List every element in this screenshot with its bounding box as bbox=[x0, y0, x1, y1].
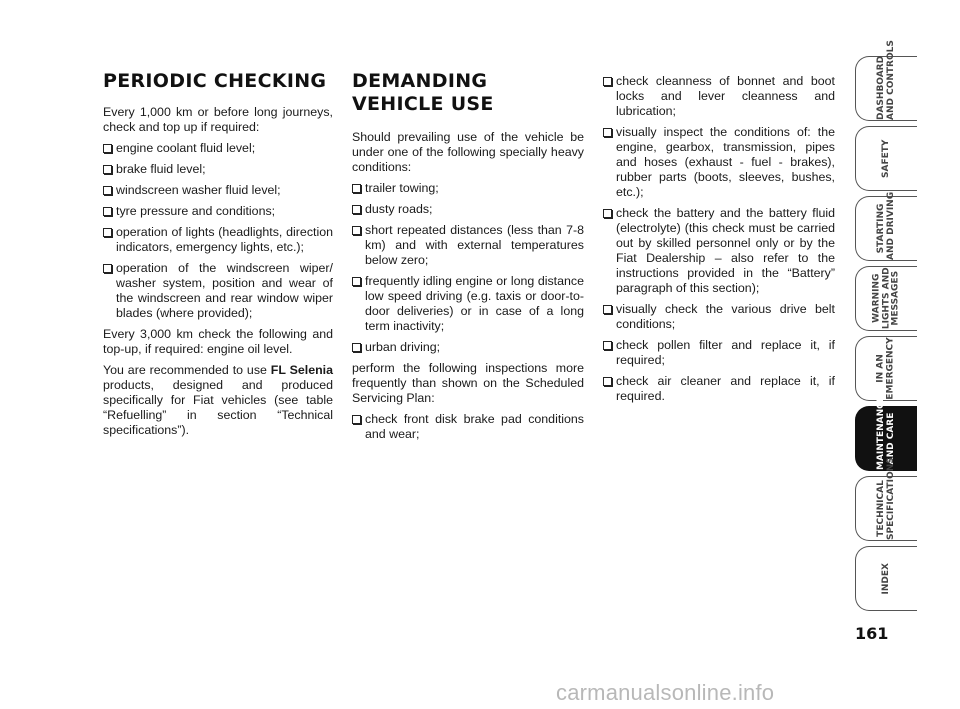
list-item: urban driving; bbox=[352, 340, 584, 355]
list-item: dusty roads; bbox=[352, 202, 584, 217]
tab-dashboard-and-controls[interactable]: DASHBOARD AND CONTROLS bbox=[855, 56, 917, 121]
tab-warning-lights[interactable]: WARNING LIGHTS AND MESSAGES bbox=[855, 266, 917, 331]
list-item: check air cleaner and replace it, if required. bbox=[603, 374, 835, 404]
checkbox-bullet-icon bbox=[103, 165, 112, 174]
list-item: check the battery and the battery fluid (electrolyte) (this check must be carried out by skilled personnel only or by the Fiat Dealership – also refer to the instructions provided in the “Battery” paragraph of this section); bbox=[603, 206, 835, 296]
tab-index[interactable]: INDEX bbox=[855, 546, 917, 611]
column-periodic-checking bbox=[103, 70, 333, 444]
list-item: brake fluid level; bbox=[103, 162, 333, 177]
tab-in-an-emergency[interactable]: IN AN EMERGENCY bbox=[855, 336, 917, 401]
checkbox-bullet-icon bbox=[603, 305, 612, 314]
checkbox-bullet-icon bbox=[603, 128, 612, 137]
checkbox-bullet-icon bbox=[103, 186, 112, 195]
list-item: operation of lights (headlights, direction indicators, emergency lights, etc.); bbox=[103, 225, 333, 255]
paragraph-fl-selenia: You are recommended to use FL Selenia products, designed and produced specifically for Fiat vehicles (see table “Refuelling” in section “Technical specifications”). bbox=[103, 363, 333, 437]
checkbox-bullet-icon bbox=[103, 264, 112, 273]
checklist-periodic bbox=[103, 141, 333, 321]
checkbox-bullet-icon bbox=[352, 277, 361, 286]
tab-starting-and-driving[interactable]: STARTING AND DRIVING bbox=[855, 196, 917, 261]
list-item: windscreen washer fluid level; bbox=[103, 183, 333, 198]
checkbox-bullet-icon bbox=[352, 184, 361, 193]
checkbox-bullet-icon bbox=[103, 207, 112, 216]
checkbox-bullet-icon bbox=[603, 209, 612, 218]
checkbox-bullet-icon bbox=[603, 341, 612, 350]
column-demanding-use bbox=[352, 70, 584, 448]
section-title-periodic-checking: PERIODIC CHECKING bbox=[103, 70, 327, 92]
checkbox-bullet-icon bbox=[603, 77, 612, 86]
brand-name: FL Selenia bbox=[270, 363, 333, 377]
list-item: frequently idling engine or long distance low speed driving (e.g. taxis or door-to-door deliveries) or in case of a long term inactivity; bbox=[352, 274, 584, 334]
paragraph-intro: Every 1,000 km or before long journeys, check and top up if required: bbox=[103, 105, 333, 134]
checkbox-bullet-icon bbox=[352, 226, 361, 235]
page-number: 161 bbox=[855, 624, 889, 643]
list-item: operation of the windscreen wiper/ washer system, position and wear of the windscreen and rear window wiper blades (where provided); bbox=[103, 261, 333, 321]
tab-maintenance-and-care[interactable]: MAINTENANCE AND CARE bbox=[855, 406, 917, 471]
section-title-demanding-use: DEMANDING VEHICLE USE bbox=[352, 70, 494, 115]
checkbox-bullet-icon bbox=[352, 343, 361, 352]
checkbox-bullet-icon bbox=[103, 144, 112, 153]
list-item: check pollen filter and replace it, if required; bbox=[603, 338, 835, 368]
list-item: visually inspect the conditions of: the engine, gearbox, transmission, pipes and hoses (exhaust - fuel - brakes), rubber parts (boots, sleeves, bushes, etc.); bbox=[603, 125, 835, 200]
list-item: visually check the various drive belt conditions; bbox=[603, 302, 835, 332]
checklist-conditions bbox=[352, 181, 584, 355]
list-item: check front disk brake pad conditions and wear; bbox=[352, 412, 584, 442]
checklist-inspections-continued bbox=[603, 74, 835, 404]
paragraph-oil-level: Every 3,000 km check the following and top-up, if required: engine oil level. bbox=[103, 327, 333, 356]
list-item: tyre pressure and conditions; bbox=[103, 204, 333, 219]
list-item: trailer towing; bbox=[352, 181, 584, 196]
watermark: carmanualsonline.info bbox=[556, 680, 775, 705]
checkbox-bullet-icon bbox=[352, 205, 361, 214]
checkbox-bullet-icon bbox=[103, 228, 112, 237]
column-inspections-continued bbox=[603, 74, 835, 410]
tab-safety[interactable]: SAFETY bbox=[855, 126, 917, 191]
checklist-inspections bbox=[352, 412, 584, 442]
checkbox-bullet-icon bbox=[352, 415, 361, 424]
tab-technical-specifications[interactable]: TECHNICAL SPECIFICATIONS bbox=[855, 476, 917, 541]
checkbox-bullet-icon bbox=[603, 377, 612, 386]
list-item: short repeated distances (less than 7-8 km) and with external temperatures below zero; bbox=[352, 223, 584, 268]
paragraph-intro: Should prevailing use of the vehicle be under one of the following specially heavy conditions: bbox=[352, 130, 584, 174]
section-tabs bbox=[855, 40, 917, 616]
list-item: check cleanness of bonnet and boot locks and lever cleanness and lubrication; bbox=[603, 74, 835, 119]
paragraph-inspections: perform the following inspections more frequently than shown on the Scheduled Servicing Plan: bbox=[352, 361, 584, 405]
list-item: engine coolant fluid level; bbox=[103, 141, 333, 156]
